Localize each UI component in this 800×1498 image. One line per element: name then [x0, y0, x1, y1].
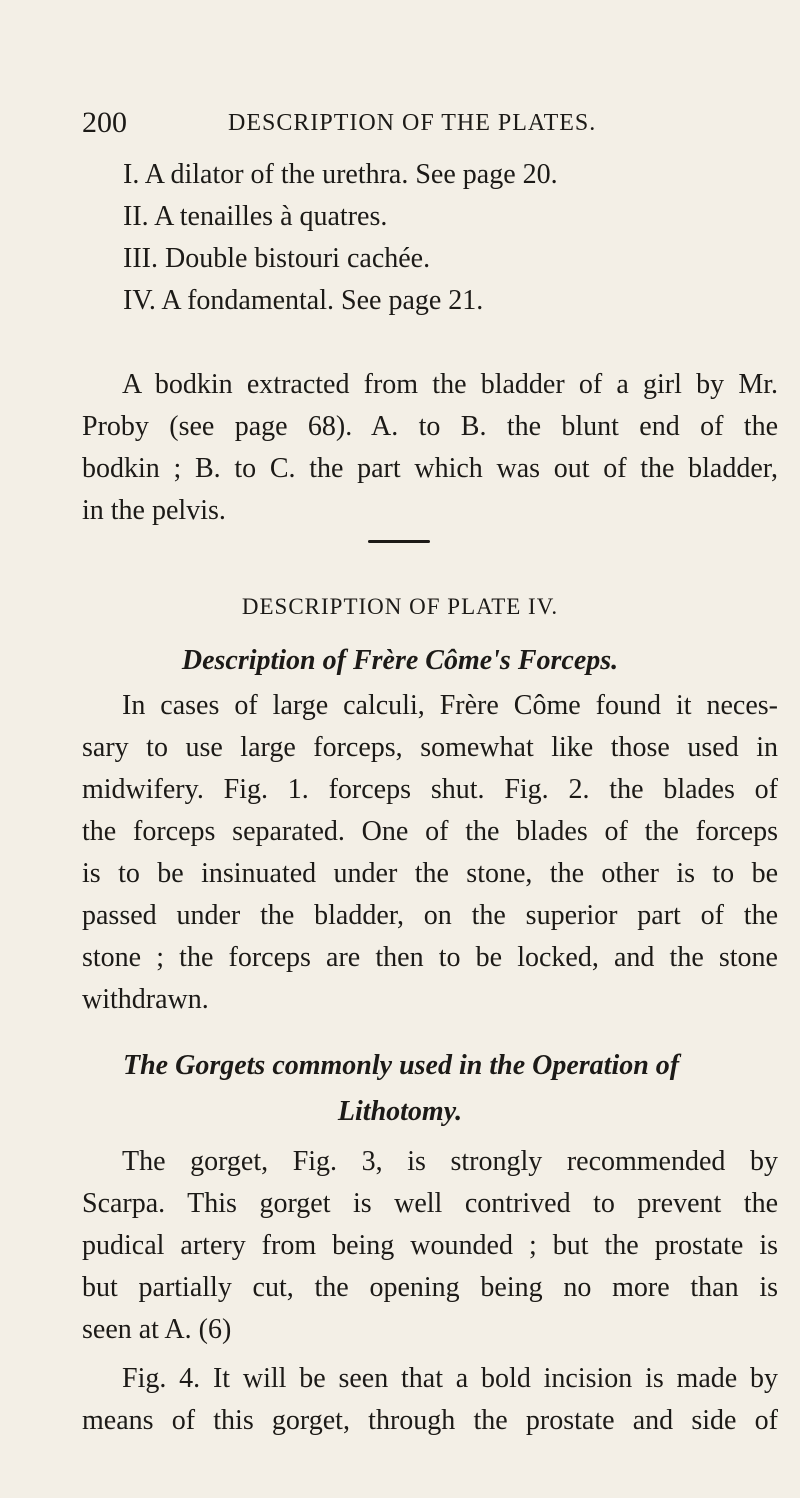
gorget-line-1: The gorget, Fig. 3, is strongly recommended by — [122, 1146, 778, 1177]
item-1: I. A dilator of the urethra. See page 20. — [123, 159, 558, 190]
forceps-line-1: In cases of large calculi, Frère Côme found it neces- — [122, 690, 778, 721]
fig4-line-2: means of this gorget, through the prostate and side of — [82, 1405, 778, 1436]
item-3: III. Double bistouri cachée. — [123, 243, 431, 274]
bodkin-line-1: A bodkin extracted from the bladder of a girl by Mr. — [122, 369, 778, 400]
bodkin-line-2: Proby (see page 68). A. to B. the blunt end of the — [82, 411, 778, 442]
forceps-line-8: withdrawn. — [82, 984, 209, 1015]
gorget-line-5: seen at A. (6) — [82, 1314, 232, 1345]
subtitle-gorgets: The Gorgets commonly used in the Operation of — [123, 1050, 680, 1081]
forceps-line-2: sary to use large forceps, somewhat like those used in — [82, 732, 778, 763]
subtitle-lithotomy: Lithotomy. — [337, 1096, 463, 1127]
gorget-line-3: pudical artery from being wounded ; but the prostate is — [82, 1230, 778, 1261]
section-divider — [368, 540, 430, 543]
forceps-line-6: passed under the bladder, on the superior part of the — [82, 900, 778, 931]
forceps-line-5: is to be insinuated under the stone, the other is to be — [82, 858, 778, 889]
gorget-line-2: Scarpa. This gorget is well contrived to prevent the — [82, 1188, 778, 1219]
gorget-line-4: but partially cut, the opening being no more than is — [82, 1272, 778, 1303]
section-title: DESCRIPTION OF PLATE IV. — [241, 594, 559, 619]
forceps-line-7: stone ; the forceps are then to be locked, and the stone — [82, 942, 778, 973]
fig4-line-1: Fig. 4. It will be seen that a bold incision is made by — [122, 1363, 778, 1394]
item-4: IV. A fondamental. See page 21. — [123, 285, 484, 316]
forceps-line-3: midwifery. Fig. 1. forceps shut. Fig. 2. the blades of — [82, 774, 778, 805]
forceps-line-4: the forceps separated. One of the blades of the forceps — [82, 816, 778, 847]
bodkin-line-3: bodkin ; B. to C. the part which was out of the bladder, — [82, 453, 778, 484]
bodkin-line-4: in the pelvis. — [82, 495, 226, 526]
subtitle-forceps: Description of Frère Côme's Forceps. — [181, 645, 619, 676]
item-2: II. A tenailles à quatres. — [123, 201, 388, 232]
running-title: DESCRIPTION OF THE PLATES. — [228, 110, 597, 136]
page-number: 200 — [82, 106, 127, 139]
